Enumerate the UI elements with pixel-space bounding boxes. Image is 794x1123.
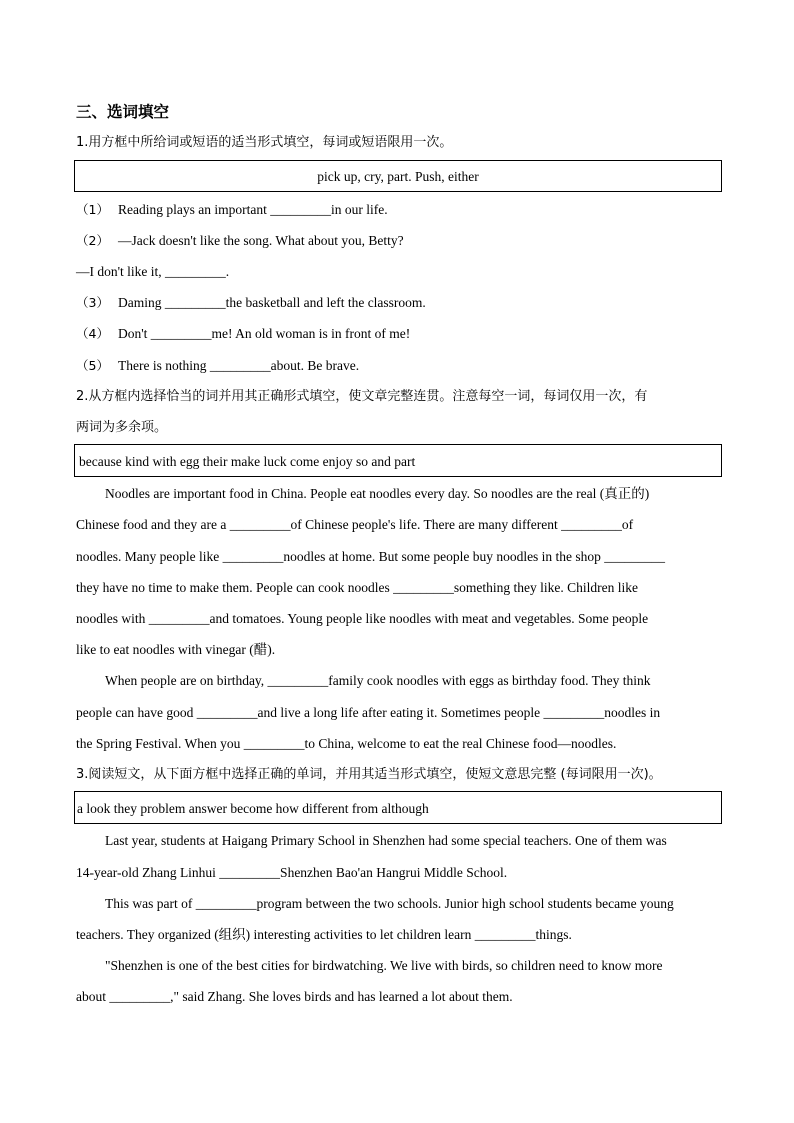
item-text: —Jack doesn't like the song. What about you, Betty? xyxy=(118,233,404,248)
section-heading: 三、选词填空 xyxy=(76,103,170,121)
q1-instruction: 1.用方框中所给词或短语的适当形式填空，每词或短语限用一次。 xyxy=(76,135,453,150)
passage-line: When people are on birthday, _________family cook noodles with eggs as birthday food. They think xyxy=(105,673,651,688)
passage-line: about _________," said Zhang. She loves birds and has learned a lot about them. xyxy=(76,989,513,1004)
item-number: （5） xyxy=(76,358,109,373)
item-number: （2） xyxy=(76,233,109,248)
passage-line: Noodles are important food in China. People eat noodles every day. So noodles are the real (真正的) xyxy=(105,486,650,501)
passage-line: teachers. They organized (组织) interesting activities to let children learn _________things. xyxy=(76,927,572,942)
q1-item xyxy=(76,357,359,375)
passage-line: "Shenzhen is one of the best cities for birdwatching. We live with birds, so children need to know more xyxy=(105,958,663,973)
q1-item xyxy=(76,294,426,312)
passage-line: 14-year-old Zhang Linhui _________Shenzhen Bao'an Hangrui Middle School. xyxy=(76,865,508,880)
q1-word-box xyxy=(74,160,722,192)
item-text: There is nothing _________about. Be brave. xyxy=(118,358,360,373)
item-number: （1） xyxy=(76,202,109,217)
item-text: Reading plays an important _________in our life. xyxy=(118,202,388,217)
passage-line: the Spring Festival. When you _________to China, welcome to eat the real Chinese food—noodles. xyxy=(76,736,617,751)
item-text: Don't _________me! An old woman is in front of me! xyxy=(118,326,411,341)
q3-word-list: a look they problem answer become how different from although xyxy=(77,801,429,816)
passage-line: Chinese food and they are a _________of Chinese people's life. There are many different _________of xyxy=(76,517,634,532)
q2-word-list: because kind with egg their make luck come enjoy so and part xyxy=(79,454,416,469)
passage-line: This was part of _________program between the two schools. Junior high school students became young xyxy=(105,896,674,911)
q1-item xyxy=(76,325,410,343)
q1-item xyxy=(76,232,404,250)
q2-word-box xyxy=(74,444,722,477)
item-number: （4） xyxy=(76,326,109,341)
passage-line: like to eat noodles with vinegar (醋). xyxy=(76,642,276,657)
item-number: （3） xyxy=(76,295,109,310)
q3-instruction: 3.阅读短文，从下面方框中选择正确的单词，并用其适当形式填空，使短文意思完整 (每词限用一次)。 xyxy=(76,767,662,782)
passage-line: noodles with _________and tomatoes. Young people like noodles with meat and vegetables. Some people xyxy=(76,611,649,626)
q1-word-list: pick up, cry, part. Push, either xyxy=(317,169,479,184)
q3-word-box xyxy=(74,791,722,824)
q1-item xyxy=(76,201,388,219)
passage-line: people can have good _________and live a long life after eating it. Sometimes people _________noodles in xyxy=(76,705,661,720)
item-text: Daming _________the basketball and left the classroom. xyxy=(118,295,426,310)
passage-line: noodles. Many people like _________noodles at home. But some people buy noodles in the shop _________ xyxy=(76,549,666,564)
q1-item xyxy=(76,263,229,281)
passage-line: Last year, students at Haigang Primary School in Shenzhen had some special teachers. One of them was xyxy=(105,833,667,848)
q2-instruction-line: 两词为多余项。 xyxy=(76,420,168,435)
passage-line: they have no time to make them. People can cook noodles _________something they like. Children like xyxy=(76,580,639,595)
item-text: —I don't like it, _________. xyxy=(76,264,230,279)
q2-instruction-line: 2.从方框内选择恰当的词并用其正确形式填空，使文章完整连贯。注意每空一词，每词仅用一次，有 xyxy=(76,389,648,404)
